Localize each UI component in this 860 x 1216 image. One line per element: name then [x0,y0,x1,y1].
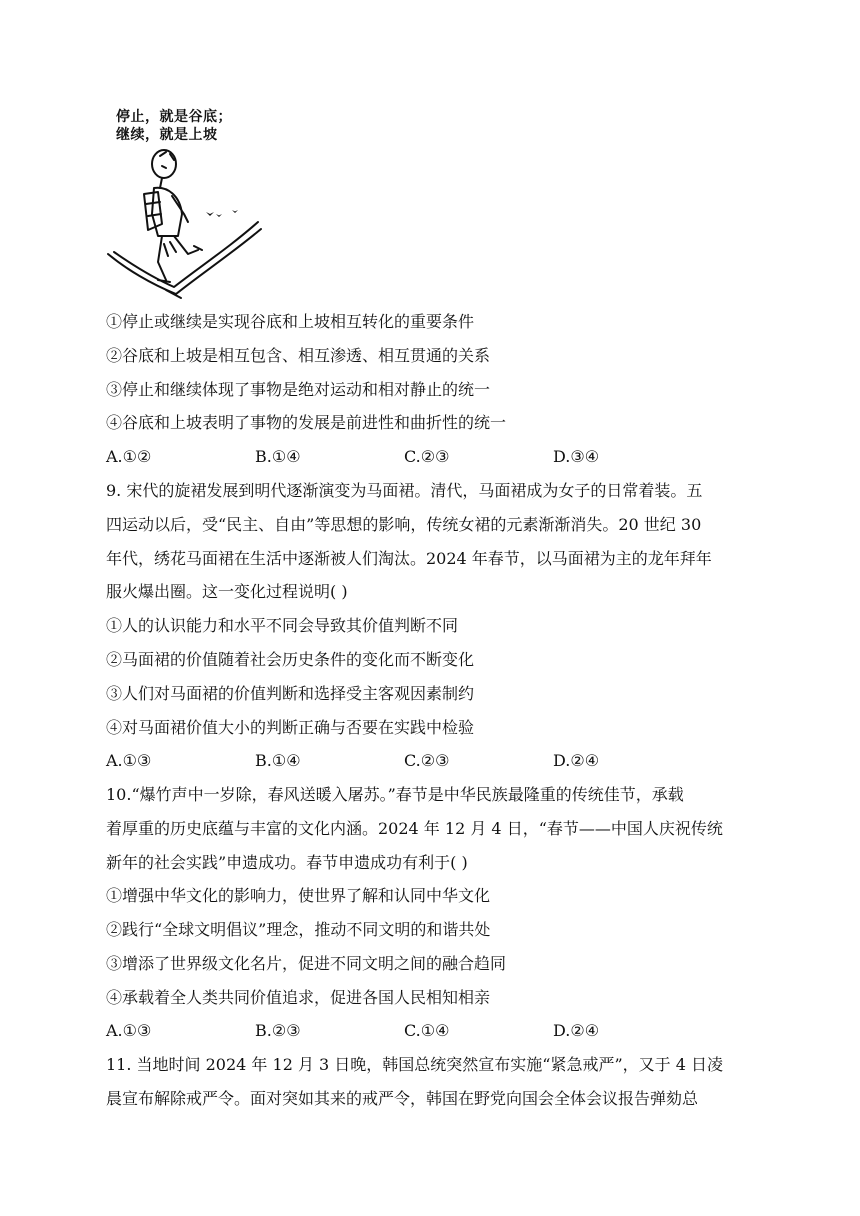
figure-caption-line-1: 停止，就是谷底； [116,109,232,125]
q10-options [106,1021,666,1041]
q8-option-d[interactable]: D.③④ [553,447,600,466]
q8-option-b[interactable]: B.①④ [255,447,301,466]
q9-stem-line-4: 服火爆出圈。这一变化过程说明( ) [106,582,348,601]
q10-option-a[interactable]: A.①③ [106,1021,152,1040]
cartoon-figure [106,104,276,304]
q10-stem-line-3: 新年的社会实践”申遗成功。春节申遗成功有利于( ) [106,853,468,872]
q11-stem-line-2: 晨宣布解除戒严令。面对突如其来的戒严令，韩国在野党向国会全体会议报告弹劾总 [106,1089,699,1108]
figure-caption-line-2: 继续，就是上坡 [116,127,218,143]
q9-options [106,751,666,771]
q9-stem-line-1: 9. 宋代的旋裙发展到明代逐渐演变为马面裙。清代，马面裙成为女子的日常着装。五 [106,481,703,500]
q8-statement-3: ③停止和继续体现了事物是绝对运动和相对静止的统一 [106,380,491,399]
q8-options [106,447,666,467]
q10-statement-3: ③增添了世界级文化名片，促进不同文明之间的融合趋同 [106,954,507,973]
q11-stem-line-1: 11. 当地时间 2024 年 12 月 3 日晚，韩国总统突然宣布实施“紧急戒严”，又于 4 日凌 [106,1055,724,1074]
q8-statement-1: ①停止或继续是实现谷底和上坡相互转化的重要条件 [106,312,475,331]
q8-statement-2: ②谷底和上坡是相互包含、相互渗透、相互贯通的关系 [106,346,491,365]
q8-option-c[interactable]: C.②③ [404,447,450,466]
q9-option-a[interactable]: A.①③ [106,751,152,770]
q8-option-a[interactable]: A.①② [106,447,152,466]
q9-option-c[interactable]: C.②③ [404,751,450,770]
q8-statement-4: ④谷底和上坡表明了事物的发展是前进性和曲折性的统一 [106,413,507,432]
q10-stem-line-2: 着厚重的历史底蕴与丰富的文化内涵。2024 年 12 月 4 日，“春节——中国人庆祝传统 [106,819,723,838]
q9-statement-4: ④对马面裙价值大小的判断正确与否要在实践中检验 [106,718,475,737]
q10-option-b[interactable]: B.②③ [255,1021,301,1040]
q10-stem-line-1: 10.“爆竹声中一岁除，春风送暖入屠苏。”春节是中华民族最隆重的传统佳节，承载 [106,785,684,804]
q9-stem-line-2: 四运动以后，受“民主、自由”等思想的影响，传统女裙的元素渐渐消失。20 世纪 30 [106,515,702,534]
climbing-man-illustration [106,104,276,304]
q10-statement-1: ①增强中华文化的影响力，使世界了解和认同中华文化 [106,886,491,905]
q9-stem-line-3: 年代，绣花马面裙在生活中逐渐被人们淘汰。2024 年春节，以马面裙为主的龙年拜年 [106,549,712,568]
q9-option-d[interactable]: D.②④ [553,751,600,770]
q9-statement-1: ①人的认识能力和水平不同会导致其价值判断不同 [106,616,459,635]
q10-statement-2: ②践行“全球文明倡议”理念，推动不同文明的和谐共处 [106,920,491,939]
q10-option-c[interactable]: C.①④ [404,1021,450,1040]
q10-option-d[interactable]: D.②④ [553,1021,600,1040]
q9-option-b[interactable]: B.①④ [255,751,301,770]
q9-statement-3: ③人们对马面裙的价值判断和选择受主客观因素制约 [106,684,475,703]
q9-statement-2: ②马面裙的价值随着社会历史条件的变化而不断变化 [106,650,475,669]
q10-statement-4: ④承载着全人类共同价值追求，促进各国人民相知相亲 [106,988,491,1007]
